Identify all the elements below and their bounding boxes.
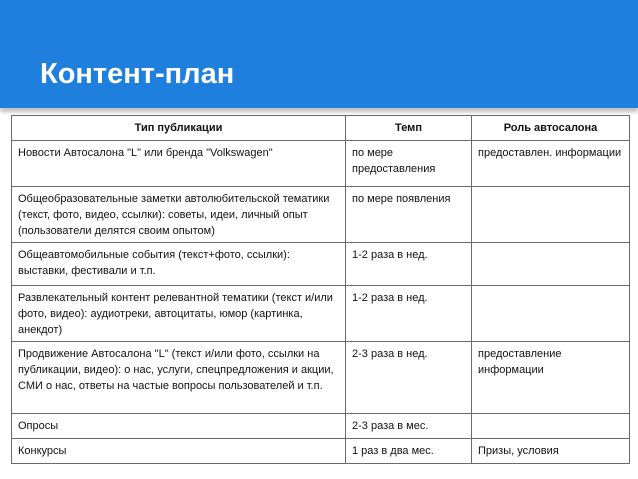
cell-pace: по мере предоставления <box>346 141 472 187</box>
slide-title: Контент-план <box>40 58 235 90</box>
cell-publication-type: Общеавтомобильные события (текст+фото, ссылки): выставки, фестивали и т.п. <box>12 243 346 286</box>
cell-pace: 1-2 раза в нед. <box>346 243 472 286</box>
cell-dealer-role <box>472 414 630 439</box>
cell-dealer-role: предоставлен. информации <box>472 141 630 187</box>
cell-publication-type: Конкурсы <box>12 439 346 464</box>
header-publication-type: Тип публикации <box>12 116 346 141</box>
table-row <box>12 187 630 243</box>
table-row <box>12 342 630 414</box>
content-plan-table <box>11 115 630 464</box>
cell-publication-type: Продвижение Автосалона "L" (текст и/или фото, ссылки на публикации, видео): о нас, услуги, спецпредложения и акции, СМИ о нас, ответы на частые вопросы пользователей и т.п. <box>12 342 346 414</box>
cell-publication-type: Новости Автосалона "L" или бренда "Volkswagen" <box>12 141 346 187</box>
cell-pace: 1 раз в два мес. <box>346 439 472 464</box>
cell-publication-type: Развлекательный контент релевантной тематики (текст и/или фото, видео): аудиотреки, автоцитаты, юмор (картинка, анекдот) <box>12 286 346 342</box>
cell-pace: 2-3 раза в нед. <box>346 342 472 414</box>
cell-dealer-role <box>472 187 630 243</box>
cell-dealer-role <box>472 286 630 342</box>
table-row <box>12 414 630 439</box>
cell-dealer-role: Призы, условия <box>472 439 630 464</box>
cell-pace: 1-2 раза в нед. <box>346 286 472 342</box>
cell-publication-type: Опросы <box>12 414 346 439</box>
table-row <box>12 243 630 286</box>
table-row <box>12 439 630 464</box>
cell-publication-type: Общеобразовательные заметки автолюбительской тематики (текст, фото, видео, ссылки): советы, идеи, личный опыт (пользователи делятся своим опытом) <box>12 187 346 243</box>
cell-dealer-role <box>472 243 630 286</box>
slide-header <box>0 0 638 108</box>
table-row <box>12 286 630 342</box>
cell-dealer-role: предоставление информации <box>472 342 630 414</box>
cell-pace: по мере появления <box>346 187 472 243</box>
table-header-row <box>12 116 630 141</box>
cell-pace: 2-3 раза в мес. <box>346 414 472 439</box>
table-row <box>12 141 630 187</box>
header-dealer-role: Роль автосалона <box>472 116 630 141</box>
header-pace: Темп <box>346 116 472 141</box>
